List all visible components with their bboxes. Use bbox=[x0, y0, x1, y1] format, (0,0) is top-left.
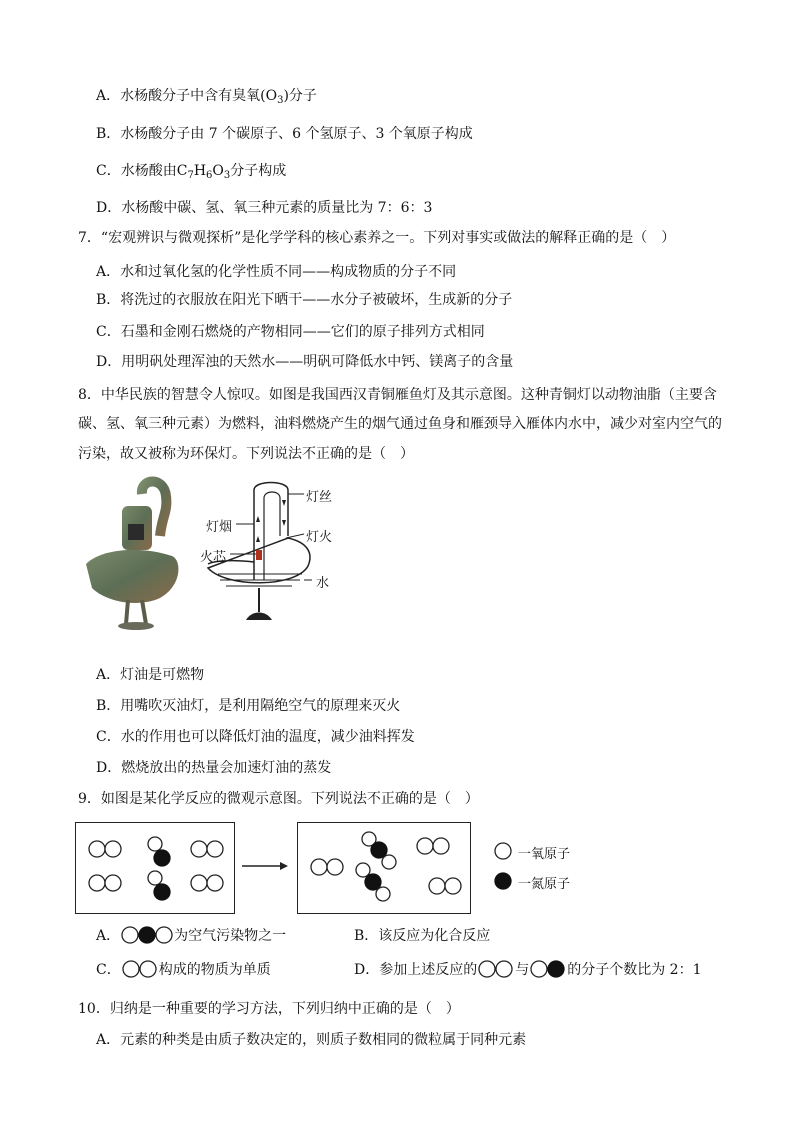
q6-option-b: B．水杨酸分子由 7 个碳原子、6 个氢原子、3 个氧原子构成 bbox=[96, 126, 473, 142]
legend-nitrogen-label: 一氮原子 bbox=[518, 877, 571, 892]
oxygen-atom-icon bbox=[495, 843, 511, 859]
q8-stem-line1: 8．中华民族的智慧令人惊叹。如图是我国西汉青铜雁鱼灯及其示意图。这种青铜灯以动物油脂（主要含 bbox=[78, 387, 717, 403]
o2-molecule-icon bbox=[121, 960, 159, 978]
o2-atom bbox=[191, 875, 207, 891]
o2-atom bbox=[105, 875, 121, 891]
q7-option-a: A．水和过氧化氢的化学性质不同——构成物质的分子不同 bbox=[96, 264, 457, 280]
q9-option-d: D．参加上述反应的 与 的分子个数比为 2：1 bbox=[354, 962, 702, 978]
q8-stem-line3: 污染，故又被称为环保灯。下列说法不正确的是（ ） bbox=[78, 446, 414, 462]
q9-option-c: C． 构成的物质为单质 bbox=[96, 962, 271, 978]
o2-atom bbox=[445, 878, 461, 894]
no2-o-atom bbox=[376, 887, 390, 901]
label-huo-xin: 火芯 bbox=[200, 550, 227, 565]
q7-option-d: D．用明矾处理浑浊的天然水——明矾可降低水中钙、镁离子的含量 bbox=[96, 354, 514, 370]
q9-option-b: B．该反应为化合反应 bbox=[354, 928, 491, 944]
bronze-lamp-photo bbox=[82, 476, 192, 636]
q8-option-b: B．用嘴吹灭油灯，是利用隔绝空气的原理来灭火 bbox=[96, 698, 401, 714]
q8-option-c: C．水的作用也可以降低灯油的温度，减少油料挥发 bbox=[96, 729, 415, 745]
o2-atom bbox=[327, 859, 343, 875]
q7-option-c: C．石墨和金刚石燃烧的产物相同——它们的原子排列方式相同 bbox=[96, 324, 485, 340]
legend-icons bbox=[492, 840, 514, 892]
nitrogen-atom-icon bbox=[495, 873, 511, 889]
no-molecule-icon bbox=[529, 960, 567, 978]
q8-stem-line2: 碳、氢、氧三种元素）为燃料，油料燃烧产生的烟气通过鱼身和雁颈导入雁体内水中，减少对室内空气的 bbox=[78, 416, 722, 432]
no-n-atom bbox=[154, 850, 170, 866]
q7-option-b: B．将洗过的衣服放在阳光下晒干——水分子被破坏，生成新的分子 bbox=[96, 292, 513, 308]
q8-option-a: A．灯油是可燃物 bbox=[96, 667, 205, 683]
o2-atom bbox=[433, 838, 449, 854]
label-deng-huo: 灯火 bbox=[306, 530, 333, 545]
q8-option-d: D．燃烧放出的热量会加速灯油的蒸发 bbox=[96, 760, 332, 776]
no2-o-atom bbox=[356, 863, 370, 877]
o2-atom bbox=[89, 875, 105, 891]
no2-o-atom bbox=[382, 855, 396, 869]
q10-stem: 10．归纳是一种重要的学习方法，下列归纳中正确的是（ ） bbox=[78, 1001, 460, 1017]
no2-n-atom bbox=[371, 842, 387, 858]
reaction-arrow bbox=[240, 858, 292, 874]
o2-atom bbox=[89, 841, 105, 857]
o2-atom bbox=[207, 841, 223, 857]
reactant-molecules bbox=[75, 822, 235, 914]
no2-molecule-icon bbox=[120, 926, 174, 944]
o2-molecule-icon bbox=[477, 960, 515, 978]
label-deng-si: 灯丝 bbox=[306, 490, 333, 505]
legend-oxygen-label: 一氧原子 bbox=[518, 847, 571, 862]
q6-option-a: A．水杨酸分子中含有臭氧$(O_3)$分子 bbox=[96, 88, 317, 106]
q6-option-c: C．水杨酸由$C_7H_6O_3$分子构成 bbox=[96, 163, 287, 181]
o2-atom bbox=[311, 859, 327, 875]
no-n-atom bbox=[154, 884, 170, 900]
q9-option-a: A． 为空气污染物之一 bbox=[96, 928, 287, 944]
q9-stem: 9．如图是某化学反应的微观示意图。下列说法不正确的是（ ） bbox=[78, 791, 479, 807]
o2-atom bbox=[191, 841, 207, 857]
o2-atom bbox=[429, 878, 445, 894]
q7-stem: 7．“宏观辨识与微观探析”是化学学科的核心素养之一。下列对事实或做法的解释正确的是（ ） bbox=[78, 230, 676, 246]
q6-option-d: D．水杨酸中碳、氢、氧三种元素的质量比为 7：6：3 bbox=[96, 200, 433, 216]
q10-option-a: A．元素的种类是由质子数决定的，则质子数相同的微粒属于同种元素 bbox=[96, 1032, 527, 1048]
product-molecules bbox=[297, 822, 471, 914]
o2-atom bbox=[417, 838, 433, 854]
no-o-atom bbox=[148, 871, 162, 885]
o2-atom bbox=[207, 875, 223, 891]
no2-n-atom bbox=[365, 874, 381, 890]
o2-atom bbox=[105, 841, 121, 857]
no-o-atom bbox=[148, 837, 162, 851]
label-deng-yan: 灯烟 bbox=[206, 520, 233, 535]
label-shui: 水 bbox=[316, 576, 330, 591]
